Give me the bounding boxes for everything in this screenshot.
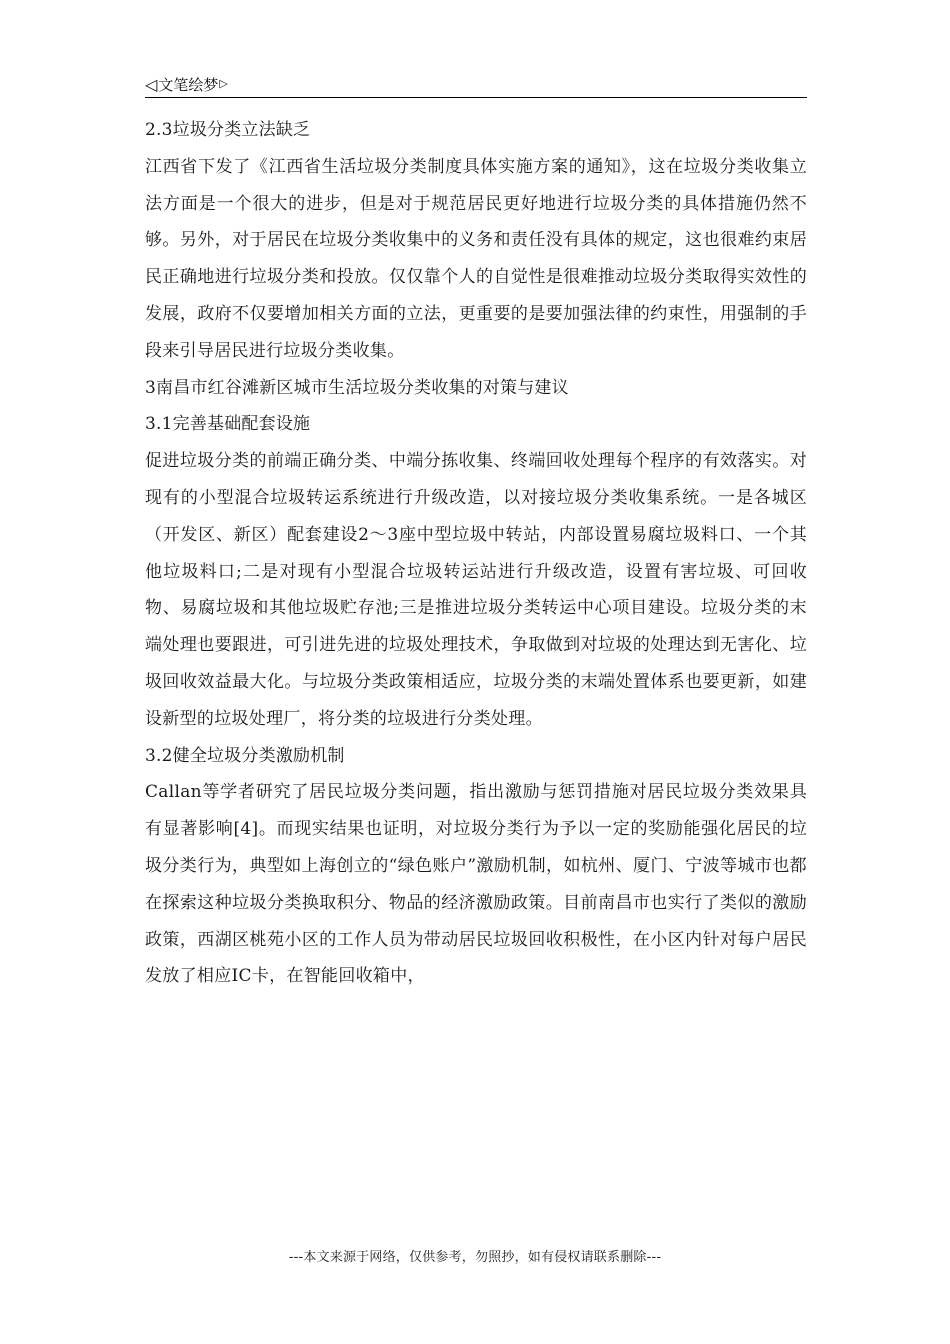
document-body xyxy=(145,112,807,995)
page-header xyxy=(145,73,807,98)
paragraph-infrastructure: 促进垃圾分类的前端正确分类、中端分拣收集、终端回收处理每个程序的有效落实。对现有的小型混合垃圾转运系统进行升级改造，以对接垃圾分类收集系统。一是各城区（开发区、新区）配套建设2～3座中型垃圾中转站，内部设置易腐垃圾料口、一个其他垃圾料口;二是对现有小型混合垃圾转运站进行升级改造，设置有害垃圾、可回收物、易腐垃圾和其他垃圾贮存池;三是推进垃圾分类转运中心项目建设。垃圾分类的末端处理也要跟进，可引进先进的垃圾处理技术，争取做到对垃圾的处理达到无害化、垃圾回收效益最大化。与垃圾分类政策相适应，垃圾分类的末端处置体系也要更新，如建设新型的垃圾处理厂，将分类的垃圾进行分类处理。 xyxy=(145,451,807,729)
paragraph-incentives: Callan等学者研究了居民垃圾分类问题，指出激励与惩罚措施对居民垃圾分类效果具有显著影响[4]。而现实结果也证明，对垃圾分类行为予以一定的奖励能强化居民的垃圾分类行为，典型如上海创立的“绿色账户”激励机制，如杭州、厦门、宁波等城市也都在探索这种垃圾分类换取积分、物品的经济激励政策。目前南昌市也实行了类似的激励政策，西湖区桃苑小区的工作人员为带动居民垃圾回收积极性，在小区内针对每户居民发放了相应IC卡，在智能回收箱中， xyxy=(145,782,807,987)
paragraph-legislation: 江西省下发了《江西省生活垃圾分类制度具体实施方案的通知》，这在垃圾分类收集立法方面是一个很大的进步，但是对于规范居民更好地进行垃圾分类的具体措施仍然不够。另外，对于居民在垃圾分类收集中的义务和责任没有具体的规定，这也很难约束居民正确地进行垃圾分类和投放。仅仅靠个人的自觉性是很难推动垃圾分类取得实效性的发展，政府不仅要增加相关方面的立法，更重要的是要加强法律的约束性，用强制的手段来引导居民进行垃圾分类收集。 xyxy=(145,156,807,361)
section-heading-3: 3南昌市红谷滩新区城市生活垃圾分类收集的对策与建议 xyxy=(145,377,569,398)
right-triangle-icon: ▷ xyxy=(219,77,228,90)
header-brand: 文笔绘梦 xyxy=(158,76,219,94)
section-heading-3-1: 3.1完善基础配套设施 xyxy=(145,414,311,435)
left-triangle-icon: ◁ xyxy=(145,75,158,94)
page-footer-disclaimer: ---本文来源于网络，仅供参考，勿照抄，如有侵权请联系删除--- xyxy=(288,1250,662,1265)
section-heading-3-2: 3.2健全垃圾分类激励机制 xyxy=(145,745,345,766)
section-heading-2-3: 2.3垃圾分类立法缺乏 xyxy=(145,120,311,140)
